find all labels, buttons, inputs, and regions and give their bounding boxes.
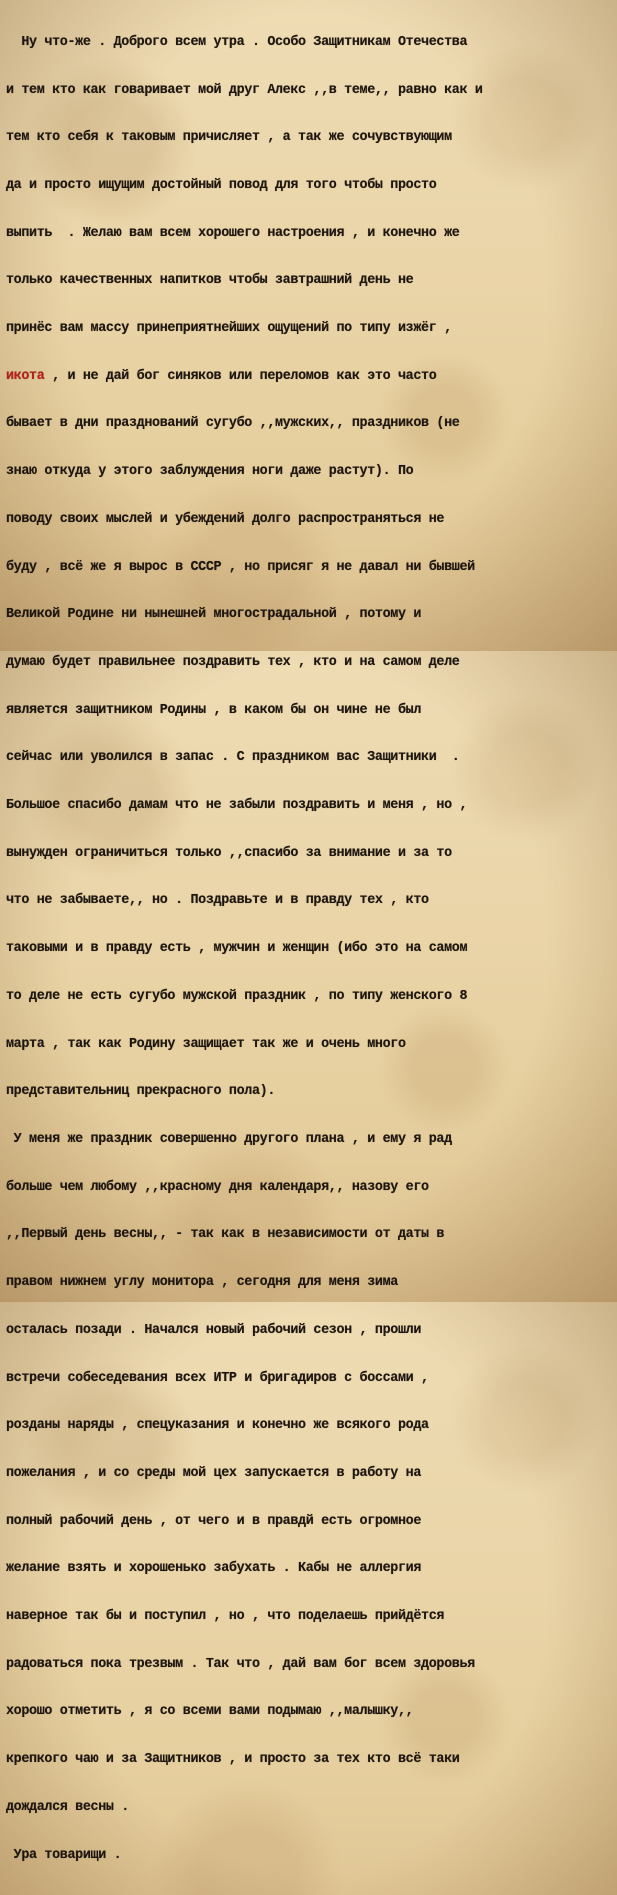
- letter-line: осталась позади . Начался новый рабочий сезон , прошли: [6, 1322, 422, 1338]
- letter-line: что не забываете,, но . Поздравьте и в правду тех , кто: [6, 893, 429, 909]
- letter-line-with-highlight: [6, 369, 609, 385]
- letter-line: сейчас или уволился в запас . С праздником вас Защитники .: [6, 750, 460, 766]
- letter-line: принёс вам массу принеприятнейших ощущений по типу изжёг ,: [6, 321, 452, 337]
- letter-line: таковыми и в правду есть , мужчин и женщин (ибо это на самом: [6, 941, 468, 957]
- red-highlighted-word: икота: [6, 368, 45, 384]
- letter-line: больше чем любому ,,красному дня календаря,, назову его: [6, 1179, 429, 1195]
- letter-line: и тем кто как говаривает мой друг Алекс ,,в теме,, равно как и: [6, 82, 483, 98]
- letter-line: Великой Родине ни нынешней многострадальной , потому и: [6, 607, 422, 623]
- letter-line: встречи собеседевания всех ИТР и бригадиров с боссами ,: [6, 1370, 429, 1386]
- letter-line: да и просто ищущим достойный повод для того чтобы просто: [6, 177, 437, 193]
- letter-line: пожелания , и со среды мой цех запускается в работу на: [6, 1465, 422, 1481]
- letter-line: Большое спасибо дамам что не забыли поздравить и меня , но ,: [6, 798, 468, 814]
- letter-line: бывает в дни празднований сугубо ,,мужских,, праздников (не: [6, 416, 460, 432]
- letter-line: Ну что-же . Доброго всем утра . Особо Защитникам Отечества: [6, 34, 468, 50]
- letter-line: Ура товарищи .: [6, 1847, 122, 1863]
- letter-line: выпить . Желаю вам всем хорошего настроения , и конечно же: [6, 225, 460, 241]
- letter-line: марта , так как Родину защищает так же и очень много: [6, 1036, 406, 1052]
- letter-line: дождался весны .: [6, 1799, 129, 1815]
- letter-line: полный рабочий день , от чего и в правдй есть огромное: [6, 1513, 422, 1529]
- letter-line: буду , всё же я вырос в СССР , но присяг я не давал ни бывшей: [6, 559, 475, 575]
- letter-line: знаю откуда у этого заблуждения ноги даже растут). По: [6, 464, 414, 480]
- letter-line: хорошо отметить , я со всеми вами подымаю ,,малышку,,: [6, 1704, 414, 1720]
- letter-text: [6, 3, 609, 1895]
- letter-line: желание взять и хорошенько забухать . Кабы не аллергия: [6, 1561, 422, 1577]
- letter-line: крепкого чаю и за Защитников , и просто за тех кто всё таки: [6, 1752, 460, 1768]
- letter-line: является защитником Родины , в каком бы он чине не был: [6, 702, 422, 718]
- letter-line: тем кто себя к таковым причисляет , а так же сочувствующим: [6, 130, 452, 146]
- letter-line: поводу своих мыслей и убеждений долго распространяться не: [6, 511, 445, 527]
- letter-line: правом нижнем углу монитора , сегодня для меня зима: [6, 1275, 398, 1291]
- letter-line: радоваться пока трезвым . Так что , дай вам бог всем здоровья: [6, 1656, 475, 1672]
- highlight-post: , и не дай бог синяков или переломов как это часто: [44, 368, 437, 384]
- letter-line: только качественных напитков чтобы завтрашний день не: [6, 273, 414, 289]
- letter-line: ,,Первый день весны,, - так как в независимости от даты в: [6, 1227, 445, 1243]
- letter-line: представительниц прекрасного пола).: [6, 1084, 275, 1100]
- letter-line: думаю будет правильнее поздравить тех , кто и на самом деле: [6, 654, 460, 670]
- letter-line: наверное так бы и поступил , но , что поделаешь прийдётся: [6, 1609, 445, 1625]
- letter-line: то деле не есть сугубо мужской праздник , по типу женского 8: [6, 988, 468, 1004]
- letter-line: розданы наряды , спецуказания и конечно же всякого рода: [6, 1418, 429, 1434]
- letter-line: вынужден ограничиться только ,,спасибо за внимание и за то: [6, 845, 452, 861]
- letter-line: У меня же праздник совершенно другого плана , и ему я рад: [6, 1131, 452, 1147]
